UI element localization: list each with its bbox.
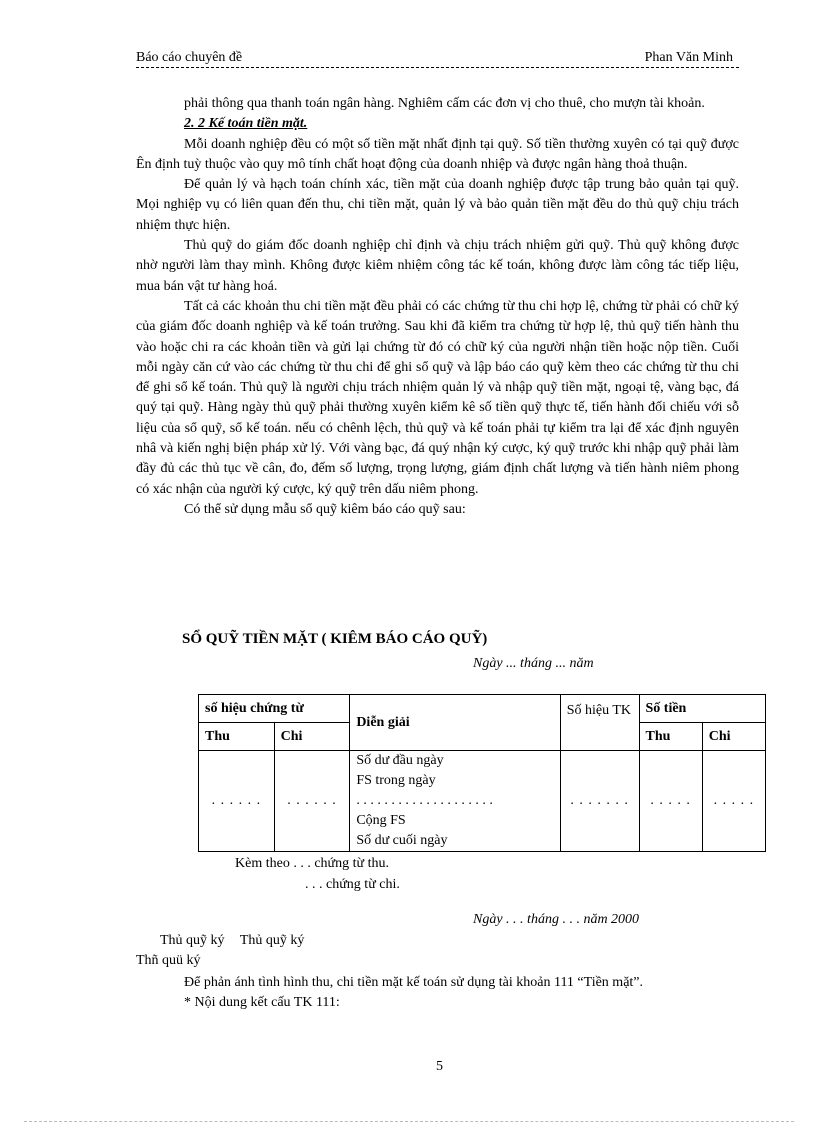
header-right: Phan Văn Minh	[644, 50, 733, 65]
table-header-row	[199, 695, 766, 723]
desc-line: FS trong ngày	[356, 773, 436, 788]
paragraph: Để quản lý và hạch toán chính xác, tiền mặt của doanh nghiệp được tập trung bảo quản tại quỹ. Mọi nghiệp vụ có liên quan đến thu, chi tiền mặt, quản lý và bảo quản tiền mặt đều do thủ quỹ chịu trách nhiệm thực hiện.	[136, 177, 739, 233]
ledger-date: Ngày ... tháng ... năm	[473, 656, 594, 671]
desc-line: Cộng FS	[356, 813, 406, 828]
header-rule	[136, 67, 739, 68]
desc-line: Số dư đầu ngày	[356, 753, 444, 768]
amount-chi-cell: . . . . .	[702, 751, 765, 852]
desc-line: . . . . . . . . . . . . . . . . . . . .	[356, 793, 493, 808]
ledger-table	[198, 694, 766, 852]
amount-thu-header: Thu	[639, 723, 702, 751]
section-heading: 2. 2 Kế toán tiền mặt.	[184, 116, 308, 132]
signature-label: Thủ quỹ ký	[160, 933, 225, 948]
page-number: 5	[436, 1059, 443, 1074]
paragraph: * Nội dung kết cấu TK 111:	[184, 995, 340, 1011]
account-header: Số hiệu TK	[560, 695, 639, 751]
paragraph: Tất cả các khoản thu chi tiền mặt đều phải có các chứng từ thu chi hợp lệ, chứng từ phải có chữ ký của giám đốc doanh nghiệp và kế toán trưởng. Sau khi đã kiểm tra chứng từ hợp lệ, thủ quỹ tiến hành thu vào hoặc chi ra các khoản tiền và gửi lại chứng từ đó có chữ ký của người nhận tiền hoặc nộp tiền. Cuối mỗi ngày căn cứ vào các chứng từ thu chi để ghi sổ quỹ và lập báo cáo quỹ kèm theo các chứng từ thu chi để ghi sổ kế toán. Thủ quỹ là người chịu trách nhiệm quản lý và nhập quỹ tiền mặt, ngoại tệ, vàng bạc, đá quý tại quỹ. Hàng ngày thủ quỹ phải thường xuyên kiểm kê số tiền quỹ thực tế, tiến hành đối chiếu với sỗ liệu của sổ quỹ, sổ kế toán. nếu có chênh lệch, thủ quỹ và kế toán phải tự kiểm tra lại để xác định nguyên nhâ và kiến nghị biện pháp xử lý. Với vàng bạc, đá quý nhận ký cược, ký quỹ trước khi nhập quỹ phải làm đầy đủ các thủ tục về cân, đo, đếm số lượng, trọng lượng, giám định chất lượng và tiến hành niêm phong có xác nhận của người ký cược, ký quỹ trên dấu niêm phong.	[136, 298, 739, 497]
signature-date: Ngày . . . tháng . . . năm 2000	[473, 912, 640, 927]
thu-header: Thu	[199, 723, 275, 751]
closing-text	[136, 973, 739, 1014]
amount-thu-cell: . . . . .	[639, 751, 702, 852]
paragraph: phải thông qua thanh toán ngân hàng. Nghiêm cấm các đơn vị cho thuê, cho mượn tài khoản.	[184, 96, 705, 111]
paragraph: Có thể sử dụng mẫu sổ quỹ kiêm báo cáo quỹ sau:	[184, 501, 466, 517]
attachment-line: . . . chứng từ chi.	[305, 877, 400, 892]
page-bottom-rule	[24, 1121, 794, 1122]
chi-cell: . . . . . .	[274, 751, 350, 852]
paragraph: Thủ quỹ do giám đốc doanh nghiệp chỉ định và chịu trách nhiệm gửi quỹ. Thủ quỹ không được nhờ người làm thay mình. Không được kiêm nhiệm công tác kế toán, không được làm công tác tiếp liệu, mua bán vật tư hàng hoá.	[136, 238, 739, 294]
signature-row	[160, 933, 316, 949]
chi-header: Chi	[274, 723, 350, 751]
signature-label: Thñ quü ký	[136, 953, 201, 968]
thu-cell: . . . . . .	[199, 751, 275, 852]
body-text	[136, 94, 739, 520]
signature-label: Thủ quỹ ký	[239, 933, 305, 948]
desc-line: Số dư cuối ngày	[356, 833, 448, 848]
voucher-no-header: số hiệu chứng từ	[199, 695, 350, 723]
paragraph: Để phản ánh tình hình thu, chi tiền mặt kế toán sử dụng tài khoản 111 “Tiền mặt”.	[184, 975, 644, 990]
amount-chi-header: Chi	[702, 723, 765, 751]
paragraph: Mỗi doanh nghiệp đều có một số tiền mặt nhất định tại quỹ. Số tiền thường xuyên có tại quỹ được Ên định tuỳ thuộc vào quy mô tính chất hoạt động của doanh nhiệp và được ngân hàng thoả thuận.	[136, 136, 739, 172]
attachment-line: Kèm theo . . . chứng từ thu.	[235, 856, 389, 871]
account-cell: . . . . . . .	[560, 751, 639, 852]
table-row	[199, 751, 766, 852]
description-header: Diễn giải	[350, 695, 560, 751]
ledger-title: SỔ QUỸ TIỀN MẶT ( KIÊM BÁO CÁO QUỸ)	[182, 631, 488, 647]
amount-header: Số tiền	[639, 695, 766, 723]
description-cell	[350, 751, 560, 852]
header-left: Báo cáo chuyên đề	[136, 50, 243, 65]
